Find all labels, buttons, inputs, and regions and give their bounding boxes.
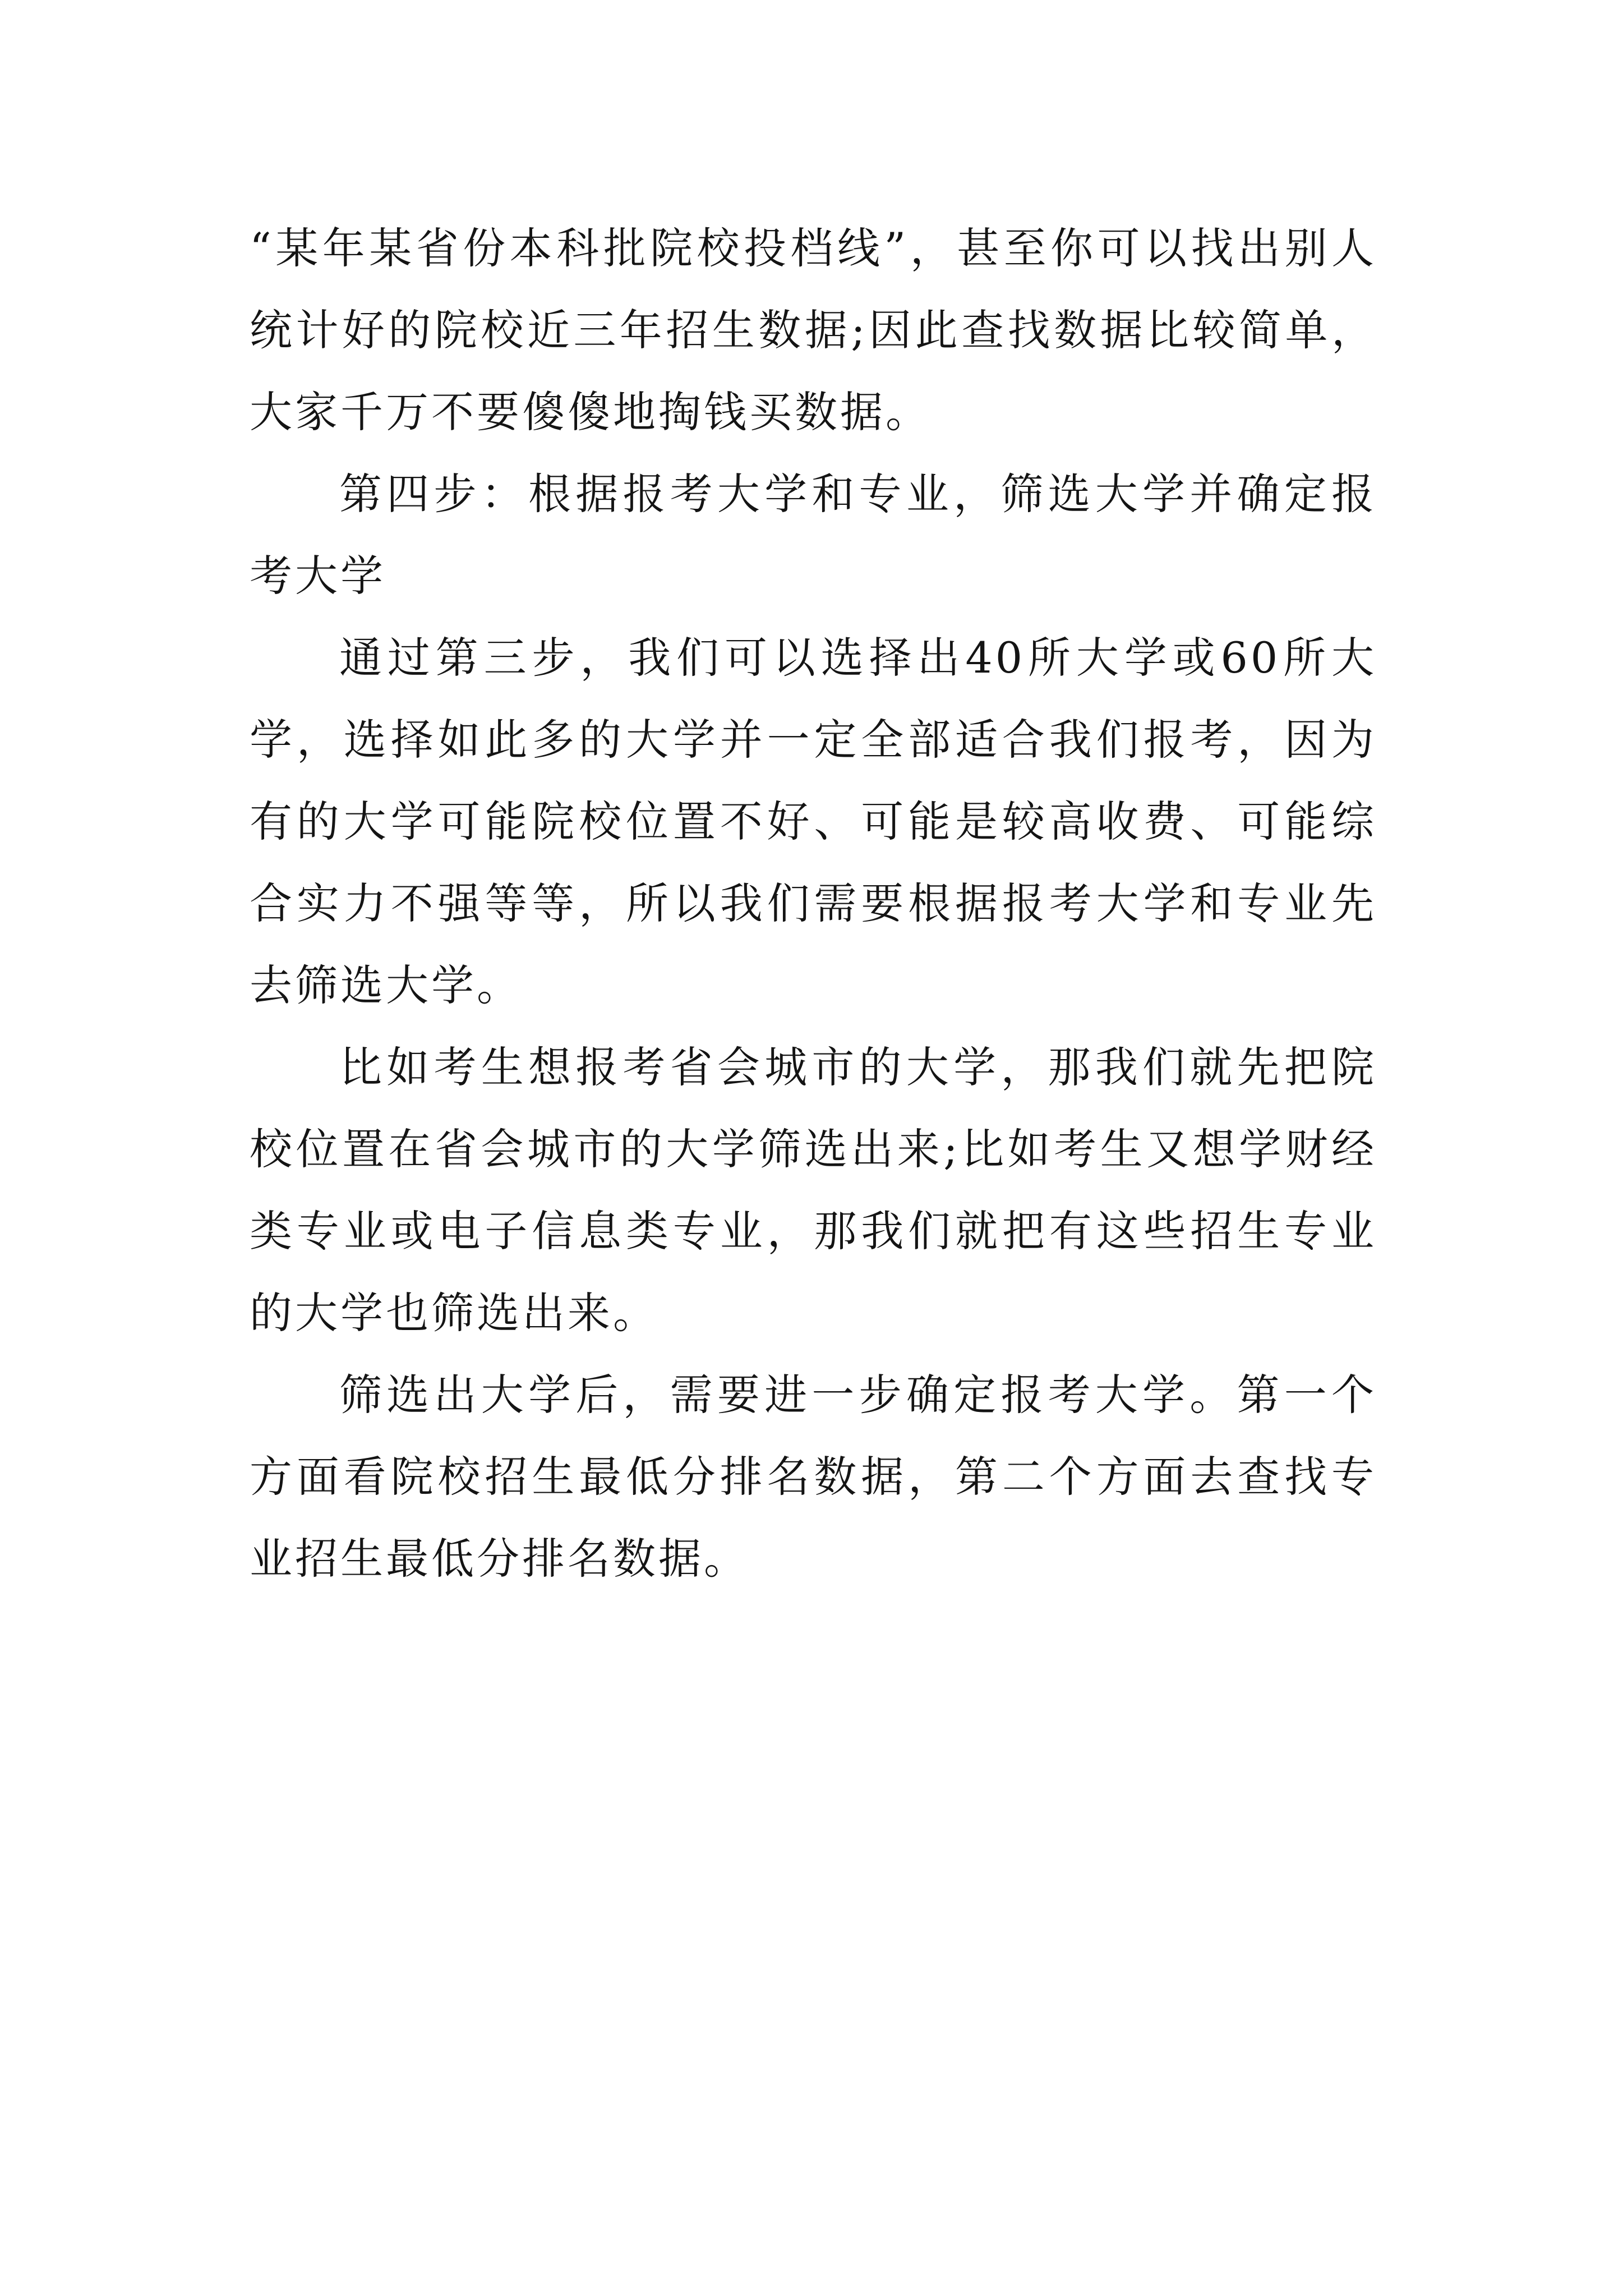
body-text [250,208,1377,1600]
paragraph-filter-example: 比如考生想报考省会城市的大学，那我们就先把院校位置在省会城市的大学筛选出来;比如考生又想学财经类专业或电子信息类专业，那我们就把有这些招生专业的大学也筛选出来。 [250,1042,1377,1338]
paragraph-select-universities: 通过第三步，我们可以选择出40所大学或60所大学，选择如此多的大学并一定全部适合我们报考，因为有的大学可能院校位置不好、可能是较高收费、可能综合实力不强等等，所以我们需要根据报考大学和专业先去筛选大学。 [250,633,1377,1010]
paragraph-confirm-universities: 筛选出大学后，需要进一步确定报考大学。第一个方面看院校招生最低分排名数据，第二个方面去查找专业招生最低分排名数据。 [250,1370,1377,1584]
paragraph-continuation: “某年某省份本科批院校投档线”，甚至你可以找出别人统计好的院校近三年招生数据;因此查找数据比较简单，大家千万不要傻傻地掏钱买数据。 [250,223,1377,437]
section-heading-step-four: 第四步：根据报考大学和专业，筛选大学并确定报考大学 [250,469,1377,601]
